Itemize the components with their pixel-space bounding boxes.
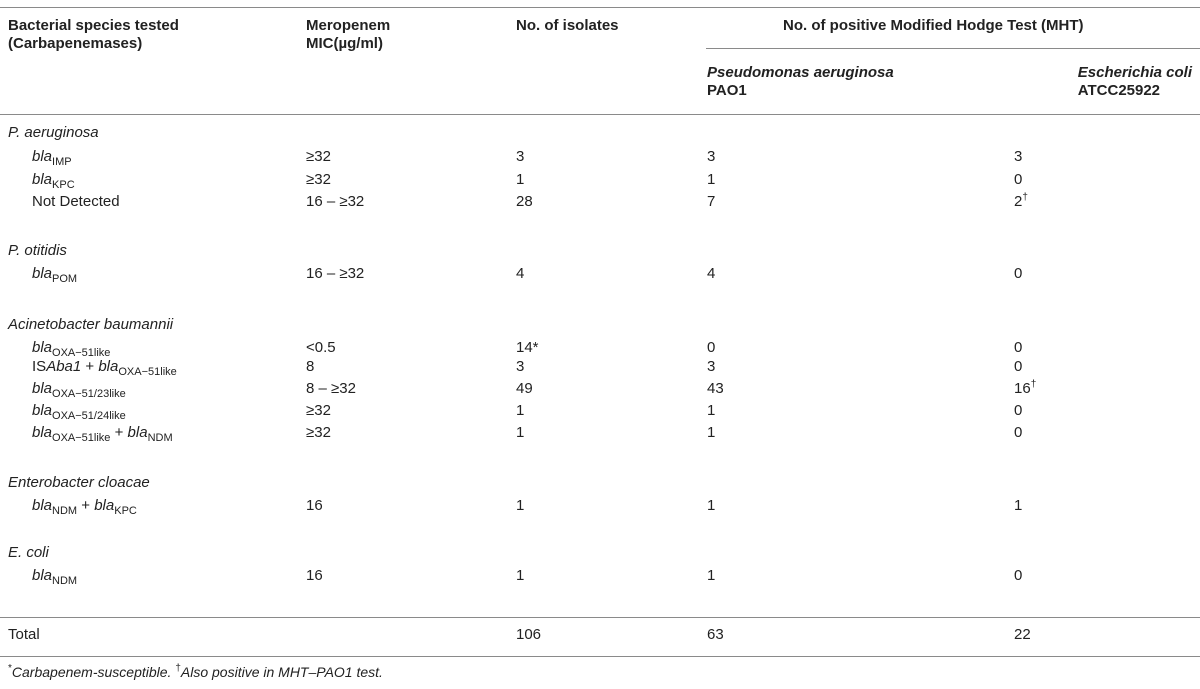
carbapenemase-label: Not Detected	[32, 193, 120, 210]
ecoli-count: 0	[1014, 265, 1023, 282]
pao1-value: 0	[707, 339, 716, 356]
header-ecoli-name: Escherichia coli	[1077, 64, 1192, 81]
ecoli-count: 16	[1014, 380, 1031, 397]
gene-subscript: KPC	[52, 179, 75, 191]
gene-subscript: POM	[52, 273, 78, 285]
mic-value: 16	[306, 497, 323, 514]
gene-name: bla	[32, 265, 53, 282]
pao1-value: 3	[707, 148, 716, 165]
pao1-value: 43	[707, 380, 724, 397]
ecoli-count: 0	[1014, 358, 1023, 375]
group-heading: Acinetobacter baumannii	[8, 316, 174, 333]
header-species-line2: (Carbapenemases)	[8, 35, 143, 52]
isolates-value: 1	[516, 497, 525, 514]
top-rule	[0, 7, 1200, 8]
mic-value: 8 – ≥32	[306, 380, 356, 397]
carbapenemase-label	[32, 265, 77, 283]
mic-value: ≥32	[306, 148, 331, 165]
plus-sign: +	[81, 358, 99, 375]
gene-subscript: OXA−51like	[118, 366, 177, 378]
isolates-value: 3	[516, 358, 525, 375]
dagger-mark: †	[1022, 192, 1028, 203]
mic-value: ≥32	[306, 171, 331, 188]
carbapenemase-label	[32, 424, 173, 442]
ecoli-count: 0	[1014, 339, 1023, 356]
isolates-value: 49	[516, 380, 533, 397]
ecoli-value	[1014, 148, 1022, 166]
isolates-value: 3	[516, 148, 525, 165]
group-heading: Enterobacter cloacae	[8, 474, 150, 491]
gene-name: bla	[32, 497, 53, 514]
ecoli-value	[1014, 380, 1036, 398]
gene-subscript: OXA−51/24like	[52, 410, 126, 422]
isolates-value: 14*	[516, 339, 539, 356]
gene-prefix-italic: Aba1	[46, 358, 82, 375]
carbapenemase-label	[32, 339, 110, 357]
header-species	[8, 17, 179, 53]
footnote-dagger-mark: †	[175, 663, 181, 674]
header-pao1	[707, 64, 894, 100]
footnote-star-text: Carbapenem-susceptible.	[11, 664, 172, 680]
pao1-value: 4	[707, 265, 716, 282]
gene-subscript-2: KPC	[114, 505, 137, 517]
ecoli-count: 0	[1014, 424, 1023, 441]
mic-value: 16 – ≥32	[306, 265, 365, 282]
isolates-value: 1	[516, 171, 525, 188]
ecoli-value	[1014, 497, 1022, 515]
pao1-value: 1	[707, 567, 716, 584]
ecoli-value	[1014, 339, 1022, 357]
gene-name: bla	[32, 171, 53, 188]
pao1-value: 1	[707, 171, 716, 188]
isolates-value: 4	[516, 265, 525, 282]
ecoli-value	[1014, 424, 1022, 442]
mht-underline	[706, 48, 1200, 49]
ecoli-value	[1014, 358, 1022, 376]
carbapenemase-label	[32, 171, 75, 189]
header-ecoli-strain: ATCC25922	[1077, 82, 1161, 99]
header-mic-line2: MIC(µg/ml)	[306, 35, 383, 52]
mic-value: 8	[306, 358, 315, 375]
ecoli-value	[1014, 171, 1022, 189]
footnote-star-mark: *	[8, 663, 12, 674]
header-species-line1: Bacterial species tested	[8, 17, 179, 34]
ecoli-value	[1014, 402, 1022, 420]
gene-name: bla	[32, 402, 53, 419]
carbapenemase-label	[32, 358, 177, 376]
gene-subscript-2: NDM	[147, 432, 173, 444]
mic-value: 16 – ≥32	[306, 193, 365, 210]
header-mic-line1: Meropenem	[306, 17, 391, 34]
carbapenemase-label	[32, 380, 126, 398]
ecoli-count: 1	[1014, 497, 1023, 514]
total-pao1: 63	[707, 626, 724, 643]
gene-name: bla	[32, 424, 53, 441]
bottom-rule	[0, 656, 1200, 657]
isolates-value: 1	[516, 567, 525, 584]
gene-prefix: IS	[32, 358, 47, 375]
gene-name: bla	[32, 148, 53, 165]
total-ecoli: 22	[1014, 626, 1031, 643]
header-mht: No. of positive Modified Hodge Test (MHT)	[783, 17, 1084, 34]
group-heading: E. coli	[8, 544, 49, 561]
pao1-value: 3	[707, 358, 716, 375]
ecoli-count: 0	[1014, 171, 1023, 188]
header-bottom-rule	[0, 114, 1200, 115]
dagger-mark: †	[1030, 379, 1037, 390]
gene-name: bla	[32, 339, 53, 356]
ecoli-count: 0	[1014, 402, 1023, 419]
header-ecoli	[1078, 64, 1192, 100]
gene-name: bla	[32, 567, 53, 584]
ecoli-value	[1014, 265, 1022, 283]
group-heading: P. aeruginosa	[8, 124, 99, 141]
total-label: Total	[8, 626, 40, 643]
pao1-value: 7	[707, 193, 716, 210]
isolates-value: 1	[516, 402, 525, 419]
gene-name-2: bla	[94, 497, 115, 514]
plus-sign: +	[77, 497, 95, 514]
mic-value: ≥32	[306, 424, 331, 441]
pao1-value: 1	[707, 402, 716, 419]
group-heading: P. otitidis	[8, 242, 67, 259]
ecoli-count: 3	[1014, 148, 1023, 165]
ecoli-value	[1014, 193, 1028, 211]
total-top-rule	[0, 617, 1200, 618]
header-pao1-name: Pseudomonas aeruginosa	[707, 64, 894, 81]
pao1-value: 1	[707, 424, 716, 441]
gene-name-2: bla	[127, 424, 148, 441]
gene-name: bla	[32, 380, 53, 397]
mic-value: <0.5	[306, 339, 336, 356]
carbapenemase-label	[32, 402, 126, 420]
header-isolates: No. of isolates	[516, 17, 619, 34]
gene-name: bla	[98, 358, 119, 375]
gene-subscript: OXA−51like	[52, 347, 111, 359]
total-isolates: 106	[516, 626, 542, 643]
pao1-value: 1	[707, 497, 716, 514]
gene-subscript: IMP	[52, 156, 72, 168]
isolates-value: 28	[516, 193, 533, 210]
isolates-value: 1	[516, 424, 525, 441]
gene-subscript: NDM	[52, 505, 78, 517]
header-mic	[306, 17, 390, 53]
gene-subscript: OXA−51like	[52, 432, 111, 444]
footnote-dagger-text: Also positive in MHT–PAO1 test.	[180, 664, 383, 680]
header-pao1-strain: PAO1	[707, 82, 747, 99]
gene-subscript: OXA−51/23like	[52, 388, 126, 400]
plus-sign: +	[110, 424, 128, 441]
carbapenemase-label	[32, 567, 77, 585]
gene-subscript: NDM	[52, 575, 78, 587]
mic-value: ≥32	[306, 402, 331, 419]
footnote	[8, 664, 383, 680]
carbapenemase-label	[32, 148, 72, 166]
carbapenemase-label	[32, 497, 137, 515]
ecoli-count: 2	[1014, 193, 1023, 210]
ecoli-value	[1014, 567, 1022, 585]
ecoli-count: 0	[1014, 567, 1023, 584]
mic-value: 16	[306, 567, 323, 584]
